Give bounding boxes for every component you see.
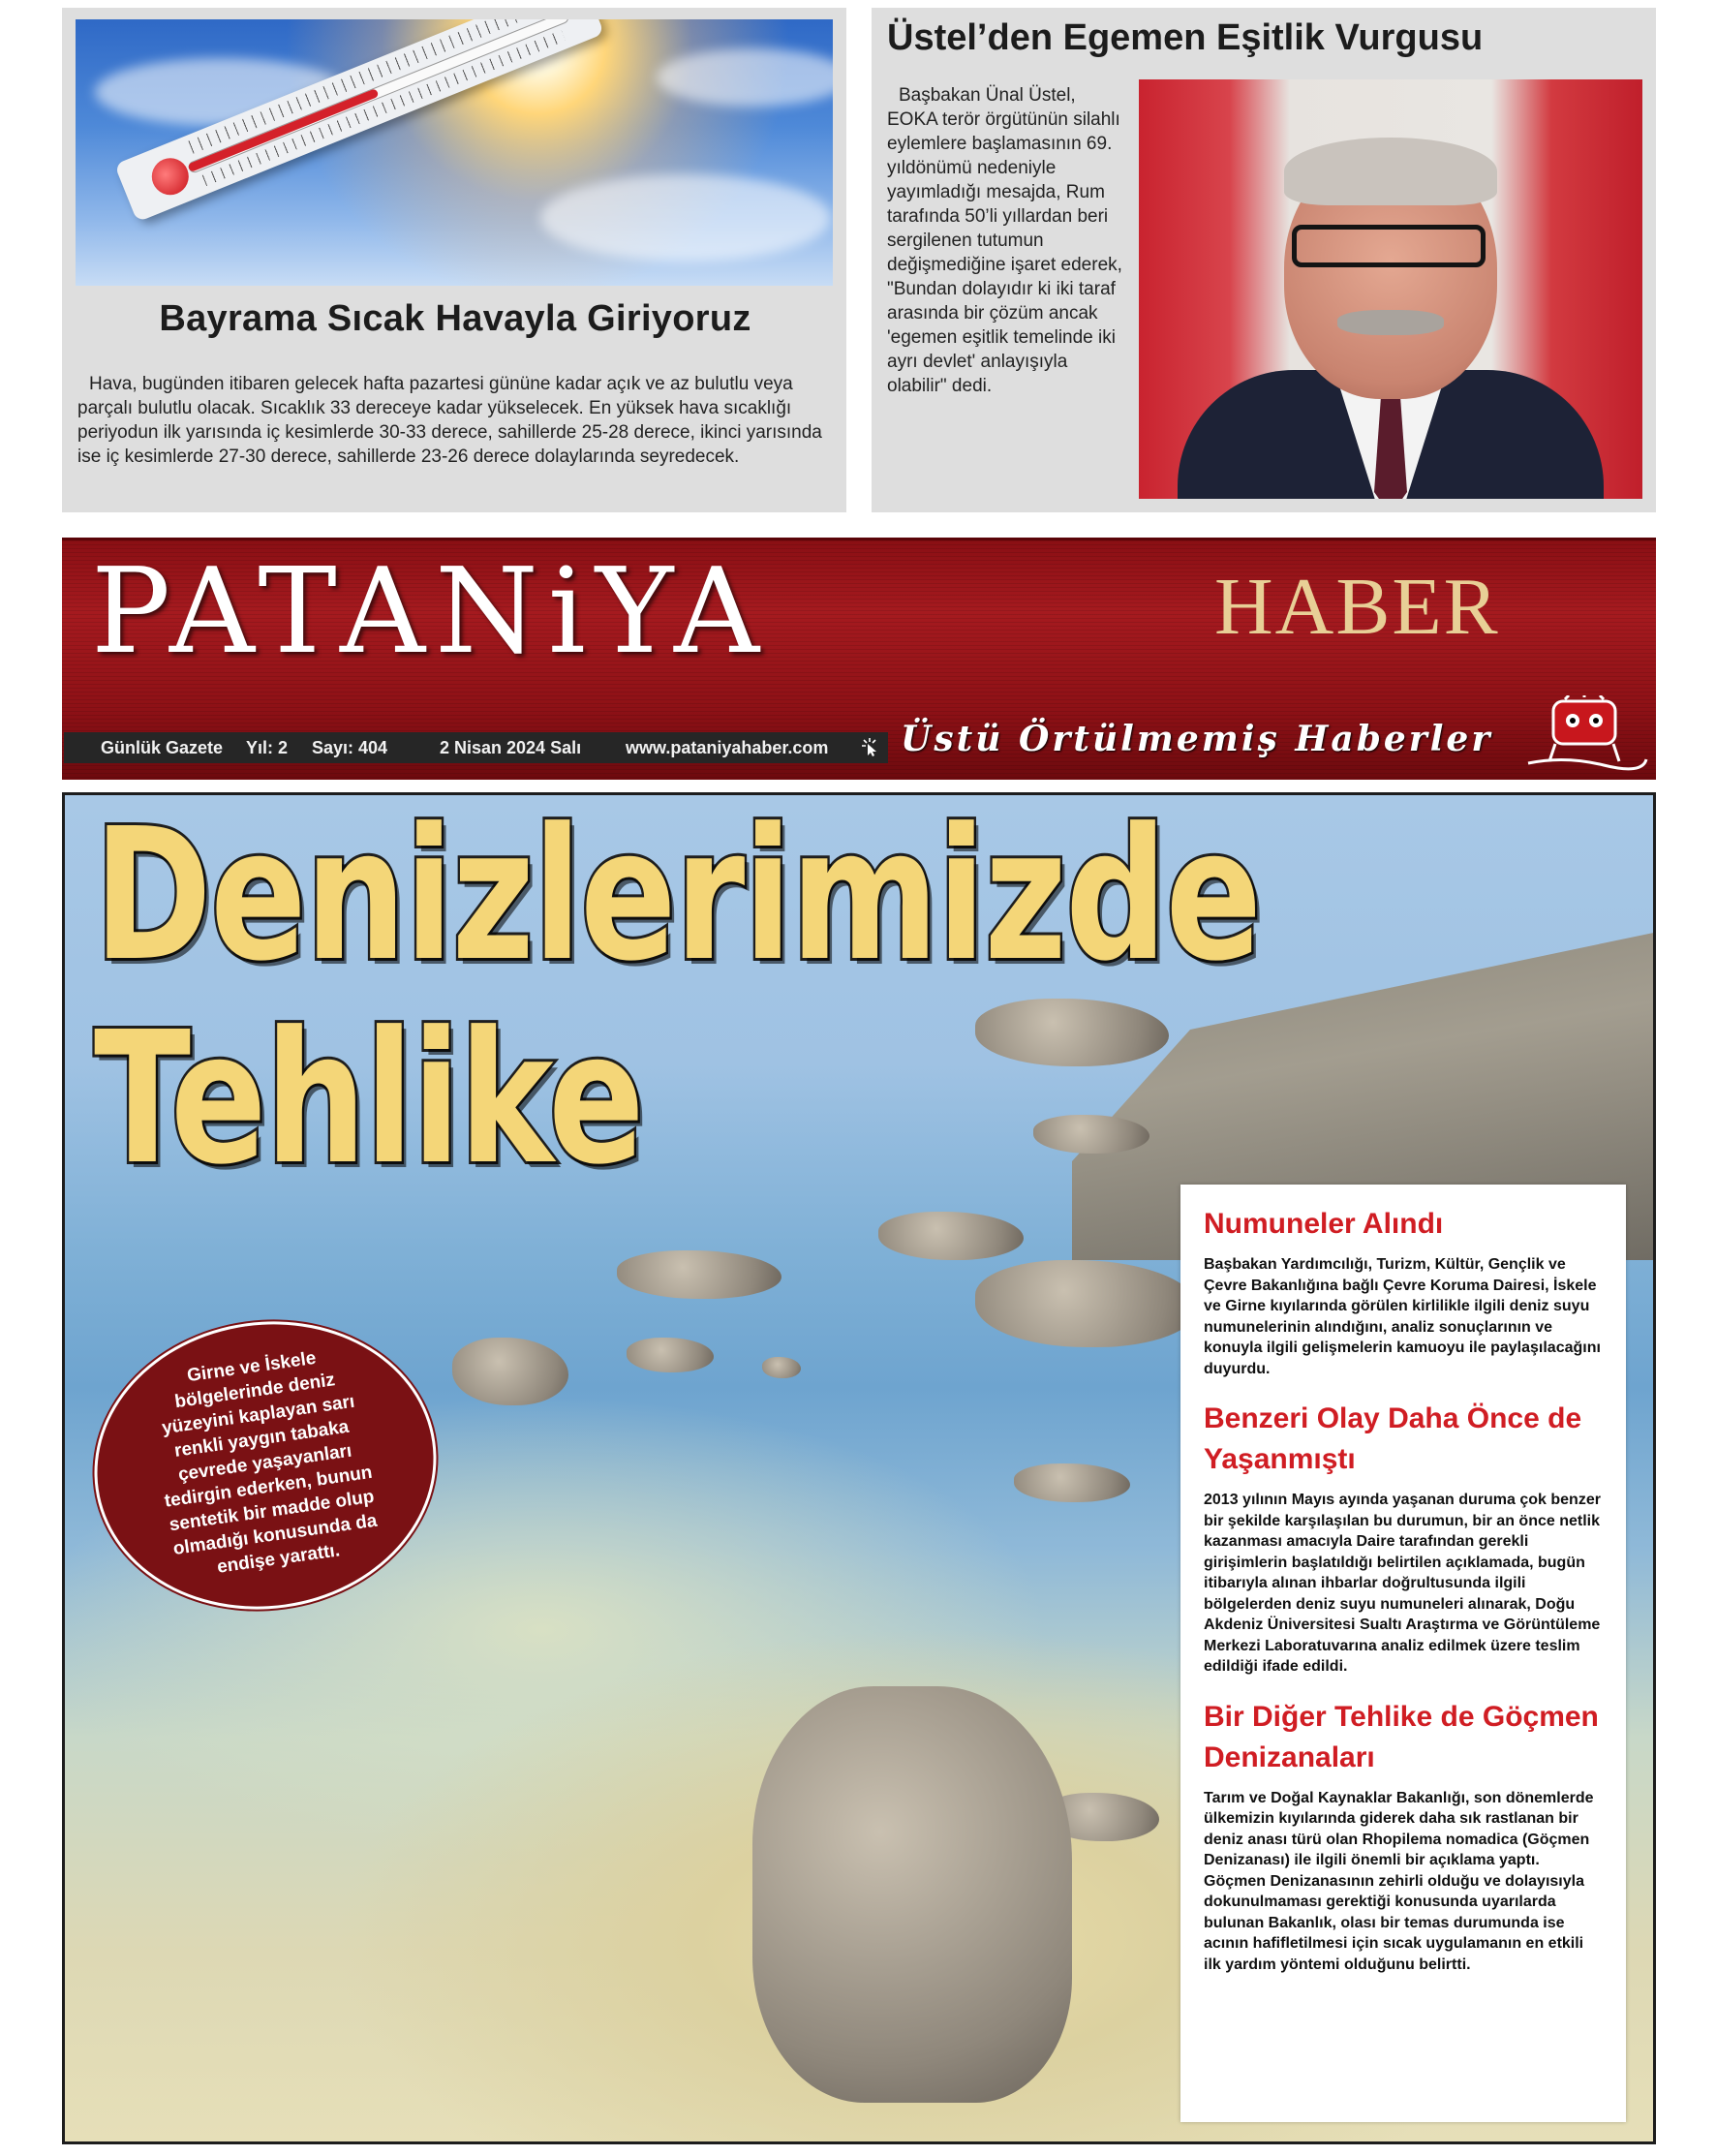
rock — [975, 1260, 1198, 1347]
rock — [627, 1338, 714, 1372]
website-link[interactable]: www.pataniyahaber.com — [626, 738, 829, 757]
masthead — [62, 538, 1656, 780]
issue-date: 2 Nisan 2024 Salı — [440, 738, 582, 757]
thermometer-sky-photo — [76, 19, 833, 286]
section-body-jellyfish: Tarım ve Doğal Kaynaklar Bakanlığı, son dönemlerde ülkemizin kıyılarında giderek daha sık rastlanan bir deniz anası türü olan Rhopilema nomadica (Göçmen Denizanası) ile ilgili önemli bir açıklama yaptı. Göçmen Denizanasının zehirli olduğu ve dolayısıyla dokunulmaması gerektiği konusunda uyarılarda bulunan Bakanlık, olası bir temas durumunda ise acının hafifletilmesi için sıcak uygulamanın en etkili ilk yardım yöntemi olduğunu belirtti. — [1204, 1789, 1594, 1973]
politics-body: Başbakan Ünal Üstel, EOKA terör örgütünün silahlı eylemlere başlamasının 69. yıldönümü nedeniyle yayımladığı mesajda, Rum tarafında 50’li yıllardan beri sergilenen tutumun değişmediğine işaret ederek, "Bundan dolayıdır ki iki taraf arasında bir çözüm ancak 'egemen eşitlik temelinde iki ayrı devlet' anlayışıyla olabilir" dedi. — [887, 85, 1122, 396]
weather-headline[interactable]: Bayrama Sıcak Havayla Giriyoruz — [159, 298, 751, 339]
volume-year: Yıl: 2 — [246, 738, 289, 757]
weather-teaser[interactable] — [62, 8, 846, 512]
section-heading-previous-event[interactable]: Benzeri Olay Daha Önce de Yaşanmıştı — [1204, 1402, 1582, 1475]
issue-number: Sayı: 404 — [312, 738, 388, 757]
news-sidebar — [1180, 1185, 1626, 2122]
headline-line-2: Tehlike — [94, 993, 644, 1205]
rock — [452, 1338, 568, 1405]
publication-type: Günlük Gazete — [101, 738, 224, 757]
headline-line-1: Denizlerimizde — [94, 792, 1261, 1001]
rock — [617, 1250, 781, 1299]
politics-teaser[interactable] — [872, 8, 1656, 512]
cartoon-logo-icon — [1526, 695, 1648, 771]
newspaper-slogan: Üstü Örtülmemiş Haberler — [901, 719, 1493, 759]
quote-text: Girne ve İskele bölgelerinde deniz yüzeyini kaplayan sarı renkli yaygın tabaka çevrede yaşayanları tedirgin ederken, bunun sentetik bir madde olup olmadığı konusunda da endişe yarattı. — [160, 1347, 379, 1578]
section-heading-samples[interactable]: Numuneler Alındı — [1204, 1208, 1444, 1240]
politics-headline[interactable]: Üstel’den Egemen Eşitlik Vurgusu — [887, 17, 1484, 58]
weather-body: Hava, bugünden itibaren gelecek hafta pazartesi gününe kadar açık ve az bulutlu veya parçalı bulutlu olacak. Sıcaklık 33 dereceye kadar yükselecek. En yüksek hava sıcaklığı periyodun ilk yarısında iç kesimlerde 30-33 derece, sahillerde 25-28 derece, ikinci yarısında ise iç kesimlerde 27-30 derece, sahillerde 23-26 derece dolaylarında seyredecek. — [77, 374, 822, 467]
rock — [1014, 1463, 1130, 1502]
issue-info-bar — [64, 732, 888, 763]
newspaper-subtitle: HABER — [1214, 562, 1500, 652]
rock — [752, 1686, 1072, 2103]
newspaper-name[interactable]: PATANiYA — [91, 542, 770, 680]
main-story — [62, 792, 1656, 2144]
cursor-click-icon — [860, 736, 881, 757]
prime-minister-photo — [1139, 79, 1642, 499]
main-headline[interactable] — [94, 792, 1261, 1205]
section-heading-jellyfish[interactable]: Bir Diğer Tehlike de Göçmen Denizanaları — [1204, 1700, 1599, 1773]
rock — [762, 1357, 801, 1378]
section-body-samples: Başbakan Yardımcılığı, Turizm, Kültür, Gençlik ve Çevre Bakanlığına bağlı Çevre Koruma Dairesi, İskele ve Girne kıyılarında görülen kirlilikle ilgili deniz suyu numunelerinin alındığını, analiz sonuçlarının ve konuyla ilgili gelişmelerin kamuoyu ile paylaşılacağını duyurdu. — [1204, 1256, 1601, 1377]
rock — [878, 1212, 1024, 1260]
section-body-previous-event: 2013 yılının Mayıs ayında yaşanan duruma çok benzer bir şekilde karşılaşılan bu durumun, bir an önce netlik kazanması amacıyla Daire tarafından gerekli girişimlerin başlatıldığı belirtilen açıklamada, bugün itibarıyla alınan ihbarlar doğrultusunda ilgili bölgelerden deniz suyu numuneleri alınarak, Doğu Akdeniz Üniversitesi Sualtı Araştırma ve Görüntüleme Merkezi Laboratuvarına analiz edilmek üzere teslim edildiği ifade edildi. — [1204, 1492, 1601, 1675]
quote-bubble — [76, 1300, 455, 1631]
